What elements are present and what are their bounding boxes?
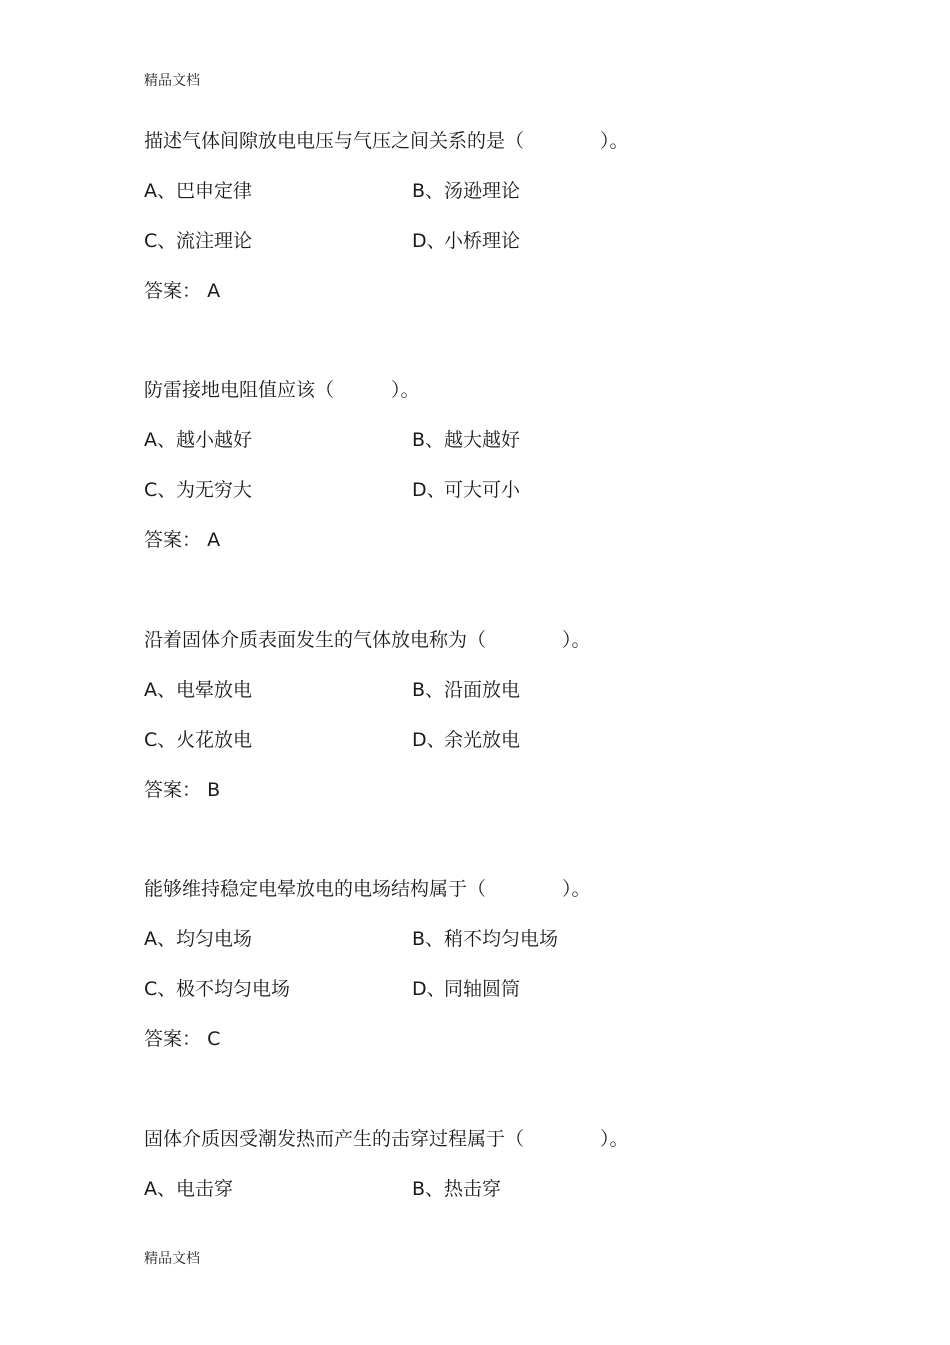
options-row xyxy=(144,1174,844,1204)
question-stem: 沿着固体介质表面发生的气体放电称为（ ）。 xyxy=(144,629,591,651)
options-row xyxy=(144,675,844,705)
option-b: B、热击穿 xyxy=(412,1178,502,1200)
page-footer: 精品文档 xyxy=(144,1251,200,1267)
options-row xyxy=(144,475,844,505)
answer-label: 答案： xyxy=(144,779,202,801)
options-row xyxy=(144,425,844,455)
option-c: C、火花放电 xyxy=(144,729,253,751)
option-c: C、为无穷大 xyxy=(144,479,253,501)
option-b: B、稍不均匀电场 xyxy=(412,928,559,950)
option-c: C、极不均匀电场 xyxy=(144,978,291,1000)
option-a: A、电击穿 xyxy=(144,1178,234,1200)
question-stem: 固体介质因受潮发热而产生的击穿过程属于（ ）。 xyxy=(144,1128,629,1150)
option-b: B、沿面放电 xyxy=(412,679,521,701)
option-a: A、均匀电场 xyxy=(144,928,253,950)
option-d: D、可大可小 xyxy=(412,479,521,501)
option-a: A、电晕放电 xyxy=(144,679,253,701)
options-row xyxy=(144,974,844,1004)
options-row xyxy=(144,924,844,954)
question-stem: 防雷接地电阻值应该（ ）。 xyxy=(144,379,420,401)
option-a: A、巴申定律 xyxy=(144,180,253,202)
question-2 xyxy=(144,375,844,555)
page-header: 精品文档 xyxy=(144,73,200,89)
options-row xyxy=(144,226,844,256)
answer-label: 答案： xyxy=(144,280,202,302)
option-b: B、汤逊理论 xyxy=(412,180,521,202)
question-5 xyxy=(144,1124,844,1204)
option-c: C、流注理论 xyxy=(144,230,253,252)
answer-label: 答案： xyxy=(144,1028,202,1050)
option-d: D、同轴圆筒 xyxy=(412,978,521,1000)
option-b: B、越大越好 xyxy=(412,429,521,451)
option-d: D、余光放电 xyxy=(412,729,521,751)
question-4 xyxy=(144,874,844,1054)
question-stem: 描述气体间隙放电电压与气压之间关系的是（ ）。 xyxy=(144,130,629,152)
answer-line xyxy=(144,525,844,555)
answer-value: A xyxy=(207,529,221,551)
option-a: A、越小越好 xyxy=(144,429,253,451)
answer-line xyxy=(144,775,844,805)
option-d: D、小桥理论 xyxy=(412,230,521,252)
answer-value: B xyxy=(207,779,221,801)
answer-label: 答案： xyxy=(144,529,202,551)
answer-value: A xyxy=(207,280,221,302)
options-row xyxy=(144,176,844,206)
answer-value: C xyxy=(207,1028,221,1050)
answer-line xyxy=(144,276,844,306)
answer-line xyxy=(144,1024,844,1054)
options-row xyxy=(144,725,844,755)
question-stem: 能够维持稳定电晕放电的电场结构属于（ ）。 xyxy=(144,878,591,900)
question-1 xyxy=(144,126,844,306)
question-3 xyxy=(144,625,844,805)
